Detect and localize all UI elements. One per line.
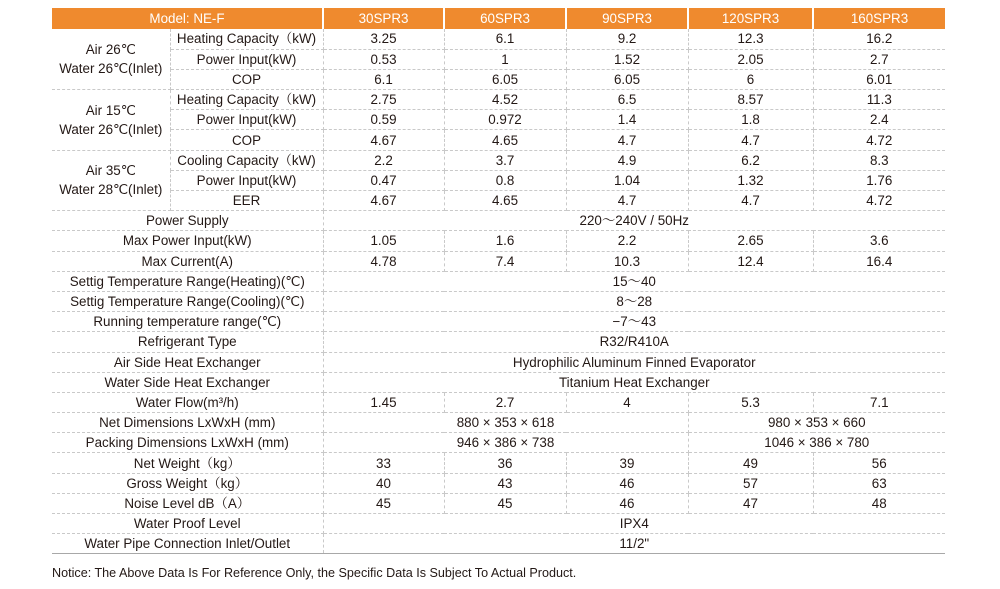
test-condition-cell [52,150,170,211]
value-cell: 4.72 [813,130,945,150]
value-cell: 16.2 [813,29,945,49]
value-cell: 2.05 [688,49,813,69]
value-cell: 0.8 [444,170,566,190]
value-cell: 2.7 [444,392,566,412]
value-cell: Titanium Heat Exchanger [323,372,945,392]
value-cell: 16.4 [813,251,945,271]
perf-row [52,90,945,110]
row-label: COP [170,130,323,150]
row-label: Heating Capacity（kW) [170,29,323,49]
value-cell: 1 [444,49,566,69]
spec-row [52,231,945,251]
model-column-header: 120SPR3 [688,8,813,29]
test-condition-line: Air 15℃ [85,102,136,118]
perf-row [52,49,945,69]
value-cell: 45 [323,493,444,513]
row-label: Heating Capacity（kW) [170,90,323,110]
spec-row [52,332,945,352]
row-label: Max Current(A) [52,251,323,271]
test-condition-line: Air 26℃ [85,42,136,58]
value-cell: 2.2 [566,231,688,251]
value-cell: 1.32 [688,170,813,190]
value-cell: 47 [688,493,813,513]
value-cell: 15～40 [323,271,945,291]
value-cell: 40 [323,473,444,493]
value-cell: 43 [444,473,566,493]
value-cell: 4.67 [323,191,444,211]
value-cell: IPX4 [323,514,945,534]
perf-row [52,130,945,150]
value-cell: 49 [688,453,813,473]
row-label: Gross Weight（kg） [52,473,323,493]
value-cell: 6.1 [444,29,566,49]
spec-row [52,352,945,372]
value-cell: 980 × 353 × 660 [688,413,945,433]
value-cell: 10.3 [566,251,688,271]
value-cell: 33 [323,453,444,473]
value-cell: 6.01 [813,69,945,89]
value-cell: 1.8 [688,110,813,130]
notice-text: Notice: The Above Data Is For Reference Only, the Specific Data Is Subject To Actual Product. [52,566,577,580]
value-cell: 8.3 [813,150,945,170]
value-cell: 1.45 [323,392,444,412]
model-column-header: 60SPR3 [444,8,566,29]
value-cell: 56 [813,453,945,473]
row-label: Water Flow(m³/h) [52,392,323,412]
spec-row [52,534,945,554]
row-label: Water Pipe Connection Inlet/Outlet [52,534,323,554]
value-cell: R32/R410A [323,332,945,352]
test-condition-line: Water 28℃(Inlet) [59,182,163,198]
perf-row [52,150,945,170]
value-cell: 12.3 [688,29,813,49]
value-cell: 880 × 353 × 618 [323,413,688,433]
value-cell: 7.1 [813,392,945,412]
perf-row [52,110,945,130]
row-label: COP [170,69,323,89]
row-label: Net Dimensions LxWxH (mm) [52,413,323,433]
test-condition-cell [52,29,170,90]
value-cell: 4.52 [444,90,566,110]
value-cell: 946 × 386 × 738 [323,433,688,453]
value-cell: 2.65 [688,231,813,251]
row-label: Running temperature range(℃) [52,312,323,332]
value-cell: 6.05 [566,69,688,89]
value-cell: 0.53 [323,49,444,69]
value-cell: 4.7 [688,130,813,150]
row-label: Settig Temperature Range(Heating)(℃) [52,271,323,291]
value-cell: 1.05 [323,231,444,251]
spec-row [52,251,945,271]
spec-row [52,453,945,473]
value-cell: 45 [444,493,566,513]
row-label: Power Input(kW) [170,170,323,190]
value-cell: 1046 × 386 × 780 [688,433,945,453]
spec-table [52,8,945,554]
value-cell: 2.4 [813,110,945,130]
value-cell: 6 [688,69,813,89]
row-label: Cooling Capacity（kW) [170,150,323,170]
value-cell: 46 [566,473,688,493]
value-cell: 4.65 [444,130,566,150]
value-cell: 3.7 [444,150,566,170]
value-cell: 0.47 [323,170,444,190]
perf-row [52,191,945,211]
value-cell: 2.7 [813,49,945,69]
value-cell: 3.6 [813,231,945,251]
value-cell: 7.4 [444,251,566,271]
spec-row [52,372,945,392]
value-cell: 4.9 [566,150,688,170]
spec-row [52,493,945,513]
value-cell: 2.75 [323,90,444,110]
test-condition-line: Air 35℃ [85,163,136,179]
value-cell: 8～28 [323,291,945,311]
spec-row [52,211,945,231]
value-cell: 3.25 [323,29,444,49]
value-cell: 6.5 [566,90,688,110]
model-header: Model: NE-F [52,8,323,29]
row-label: Power Input(kW) [170,110,323,130]
spec-row [52,514,945,534]
row-label: Net Weight（kg） [52,453,323,473]
value-cell: 4.67 [323,130,444,150]
row-label: Power Supply [52,211,323,231]
value-cell: 1.04 [566,170,688,190]
value-cell: 48 [813,493,945,513]
value-cell: 220～240V / 50Hz [323,211,945,231]
value-cell: 57 [688,473,813,493]
spec-row [52,392,945,412]
value-cell: 6.05 [444,69,566,89]
row-label: Packing Dimensions LxWxH (mm) [52,433,323,453]
value-cell: 1.76 [813,170,945,190]
spec-row [52,291,945,311]
value-cell: 4 [566,392,688,412]
value-cell: 9.2 [566,29,688,49]
spec-row [52,433,945,453]
test-condition-line: Water 26℃(Inlet) [59,121,163,137]
value-cell: 4.7 [566,191,688,211]
value-cell: 6.2 [688,150,813,170]
value-cell: Hydrophilic Aluminum Finned Evaporator [323,352,945,372]
value-cell: 1.52 [566,49,688,69]
perf-row [52,69,945,89]
row-label: Water Side Heat Exchanger [52,372,323,392]
spec-row [52,473,945,493]
value-cell: 4.7 [688,191,813,211]
value-cell: 6.1 [323,69,444,89]
value-cell: 12.4 [688,251,813,271]
row-label: Water Proof Level [52,514,323,534]
value-cell: 46 [566,493,688,513]
test-condition-line: Water 26℃(Inlet) [59,61,163,77]
value-cell: 0.59 [323,110,444,130]
value-cell: 4.65 [444,191,566,211]
value-cell: 63 [813,473,945,493]
perf-row [52,170,945,190]
row-label: Air Side Heat Exchanger [52,352,323,372]
row-label: Max Power Input(kW) [52,231,323,251]
spec-row [52,312,945,332]
test-condition-cell [52,90,170,151]
value-cell: 1.6 [444,231,566,251]
spec-row [52,271,945,291]
header-row [52,8,945,29]
spec-row [52,413,945,433]
row-label: Settig Temperature Range(Cooling)(℃) [52,291,323,311]
value-cell: 0.972 [444,110,566,130]
row-label: Noise Level dB（A） [52,493,323,513]
value-cell: 39 [566,453,688,473]
row-label: EER [170,191,323,211]
spec-body [52,29,945,554]
perf-row [52,29,945,49]
row-label: Refrigerant Type [52,332,323,352]
value-cell: 4.78 [323,251,444,271]
value-cell: 5.3 [688,392,813,412]
value-cell: 2.2 [323,150,444,170]
value-cell: 1.4 [566,110,688,130]
value-cell: 8.57 [688,90,813,110]
value-cell: 36 [444,453,566,473]
model-column-header: 160SPR3 [813,8,945,29]
value-cell: 11.3 [813,90,945,110]
row-label: Power Input(kW) [170,49,323,69]
model-column-header: 30SPR3 [323,8,444,29]
model-column-header: 90SPR3 [566,8,688,29]
value-cell: 4.7 [566,130,688,150]
value-cell: 4.72 [813,191,945,211]
value-cell: −7～43 [323,312,945,332]
value-cell: 11/2" [323,534,945,554]
